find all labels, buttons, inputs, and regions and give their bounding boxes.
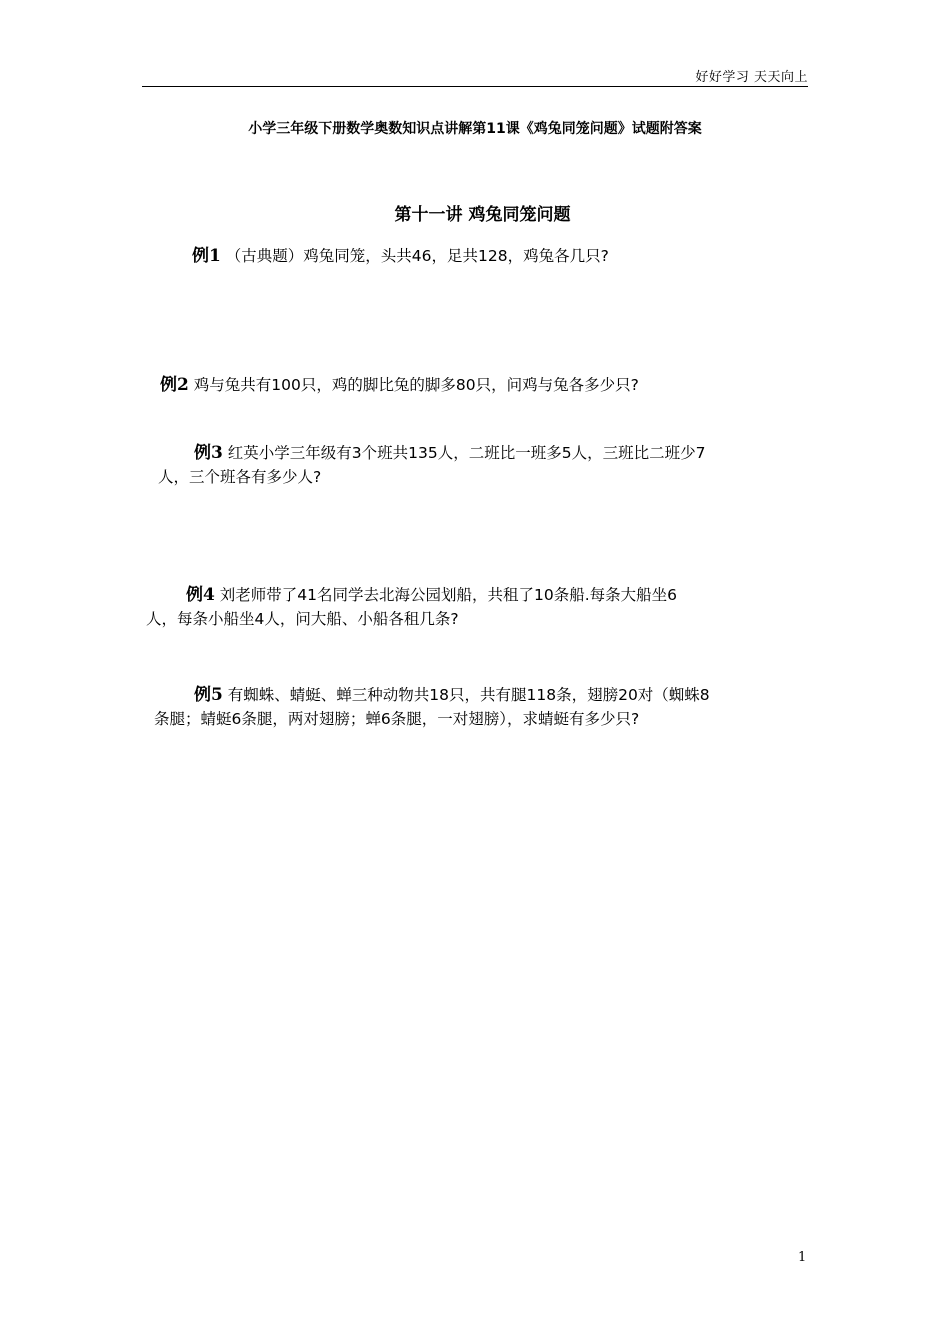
problem-5-line-1 (154, 683, 710, 707)
problem-2-label: 例2 (160, 375, 189, 395)
problem-3-line-1 (158, 441, 705, 465)
problem-4-text-1: 刘老师带了41名同学去北海公园划船，共租了10条船.每条大船坐6 (214, 586, 678, 604)
problem-3-label: 例3 (194, 443, 223, 463)
page-number: 1 (798, 1250, 807, 1265)
problem-5-text-1: 有蜘蛛、蜻蜓、蝉三种动物共18只，共有腿118条，翅膀20对（蜘蛛8 (222, 686, 710, 704)
problem-5 (154, 683, 710, 731)
problem-1-line-1 (192, 244, 609, 268)
problem-1-label: 例1 (192, 246, 221, 266)
problem-2-text: 鸡与兔共有100只，鸡的脚比兔的脚多80只，问鸡与兔各多少只? (188, 376, 639, 394)
lecture-title: 第十一讲 鸡兔同笼问题 (394, 205, 571, 225)
problem-5-line-2: 条腿；蜻蜓6条腿，两对翅膀；蝉6条腿，一对翅膀），求蜻蜓有多少只? (154, 710, 640, 728)
problem-3-line-2: 人，三个班各有多少人? (158, 468, 322, 486)
problem-4-label: 例4 (186, 585, 215, 605)
problem-4 (146, 583, 677, 631)
page-header (142, 66, 808, 87)
problem-5-label: 例5 (194, 685, 223, 705)
problem-2 (160, 373, 639, 397)
problem-4-line-1 (146, 583, 677, 607)
problem-2-line-1 (160, 373, 639, 397)
problem-1 (192, 244, 609, 268)
problem-1-text: （古典题）鸡兔同笼，头共46，足共128，鸡兔各几只? (220, 247, 609, 265)
problem-3 (158, 441, 705, 489)
header-motto: 好好学习 天天向上 (695, 70, 808, 85)
problem-3-text-1: 红英小学三年级有3个班共135人，二班比一班多5人，三班比二班少7 (222, 444, 706, 462)
document-title: 小学三年级下册数学奥数知识点讲解第11课《鸡兔同笼问题》试题附答案 (248, 121, 702, 137)
problem-4-line-2: 人，每条小船坐4人，问大船、小船各租几条? (146, 610, 459, 628)
